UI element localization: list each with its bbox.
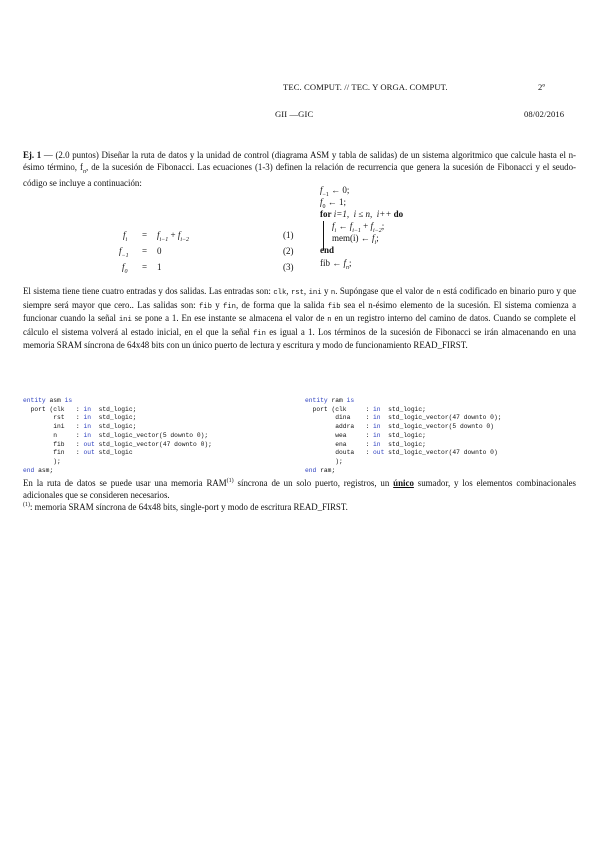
eq1-op: =: [142, 230, 148, 240]
exercise-label: Ej. 1: [23, 150, 42, 160]
pseudo-line-3: for i=1, i ≤ n, i++ do: [320, 209, 404, 219]
eq2-lhs: $f_{-1}$: [119, 246, 129, 259]
eq2-rhs: 0: [157, 246, 162, 256]
eq3-op: =: [142, 262, 148, 272]
groups: GII —GIC: [275, 109, 314, 119]
exercise-points: — (2.0 puntos): [41, 150, 102, 160]
eq3-number: (3): [283, 262, 294, 272]
semester: 2º: [538, 82, 546, 92]
pseudo-line-7: fib ← $f_n$;: [320, 258, 352, 271]
footnote: $^{(1)}$: memoria SRAM síncrona de 64x48 bits, single-port y modo de escritura READ_FIRST.: [23, 501, 348, 512]
pseudo-line-5: mem(i) ← $f_i$;: [332, 233, 379, 246]
exam-date: 08/02/2016: [524, 109, 565, 119]
pseudo-line-4: $f_i$ ← $f_{i-1} + f_{i-2}$;: [332, 221, 385, 234]
eq1-number: (1): [283, 230, 294, 240]
eq2-op: =: [142, 246, 148, 256]
vhdl-entity-asm: entity asm is port (clk : in std_logic; rst : in std_logic; ini : in std_logic; n : in std_logic_vector(5 downto 0); fib : out std_logic_vector(47 downto 0); fin : out std_logic ); end asm;: [23, 397, 212, 474]
vhdl-entity-ram: entity ram is port (clk : in std_logic; dina : in std_logic_vector(47 downto 0); addra : in std_logic_vector(5 downto 0) wea : in std_logic; ena : in std_logic; douta : out std_logic_vector(47 downto 0) ); end ram;: [305, 397, 502, 474]
eq3-rhs: 1: [157, 262, 162, 272]
pseudo-line-6: end: [320, 245, 335, 255]
description-paragraph: El sistema tiene tiene cuatro entradas y dos salidas. Las entradas son: clk, rst, ini y n. Supóngase que el valor de n está codificado en binario puro y que siempre será mayor que cero.. Las salidas son: fib y fin, de forma que la salida fib sea el n-ésimo elemento de la sucesión. El sistema comienza a funcionar cuando la señal ini se pone a 1. En ese instante se almacena el valor de n en un registro interno del camino de datos. Cuando se complete el cálculo el sistema volverá al estado inicial, en el que la señal fin es igual a 1. Los términos de la sucesión de Fibonacci se irán almacenando en una memoria SRAM síncrona de 64x48 bits con un único puerto de lectura y escritura y modo de funcionamiento READ_FIRST.: [23, 286, 577, 351]
course-title: TEC. COMPUT. // TEC. Y ORGA. COMPUT.: [283, 82, 448, 92]
eq2-number: (2): [283, 246, 294, 256]
pseudo-line-2: $f_0$ ← 1;: [320, 197, 347, 210]
unico-emphasis: único: [393, 477, 414, 488]
footer-paragraph: En la ruta de datos se puede usar una memoria RAM$^{(1)}$ síncrona de un solo puerto, registros, un único sumador, y los elementos combinacionales adicionales que se consideren necesarios.: [23, 477, 577, 500]
pseudo-line-1: $f_{-1}$ ← 0;: [320, 185, 350, 198]
eq1-lhs: $f_i$: [123, 230, 128, 243]
exercise-statement: Ej. 1 — (2.0 puntos) Diseñar la ruta de datos y la unidad de control (diagrama ASM y tabla de salidas) de un sistema algoritmico que calcule hasta el n-ésimo término, $f_n$, de la sucesión de Fibonacci. Las ecuaciones (1-3) definen la relación de recurrencia que genera la sucesión de Fibonacci y el seudo-código se incluye a continuación:: [23, 150, 576, 188]
eq3-lhs: $f_0$: [122, 262, 128, 275]
eq1-rhs: $f_{i-1} + f_{i-2}$: [157, 230, 190, 243]
